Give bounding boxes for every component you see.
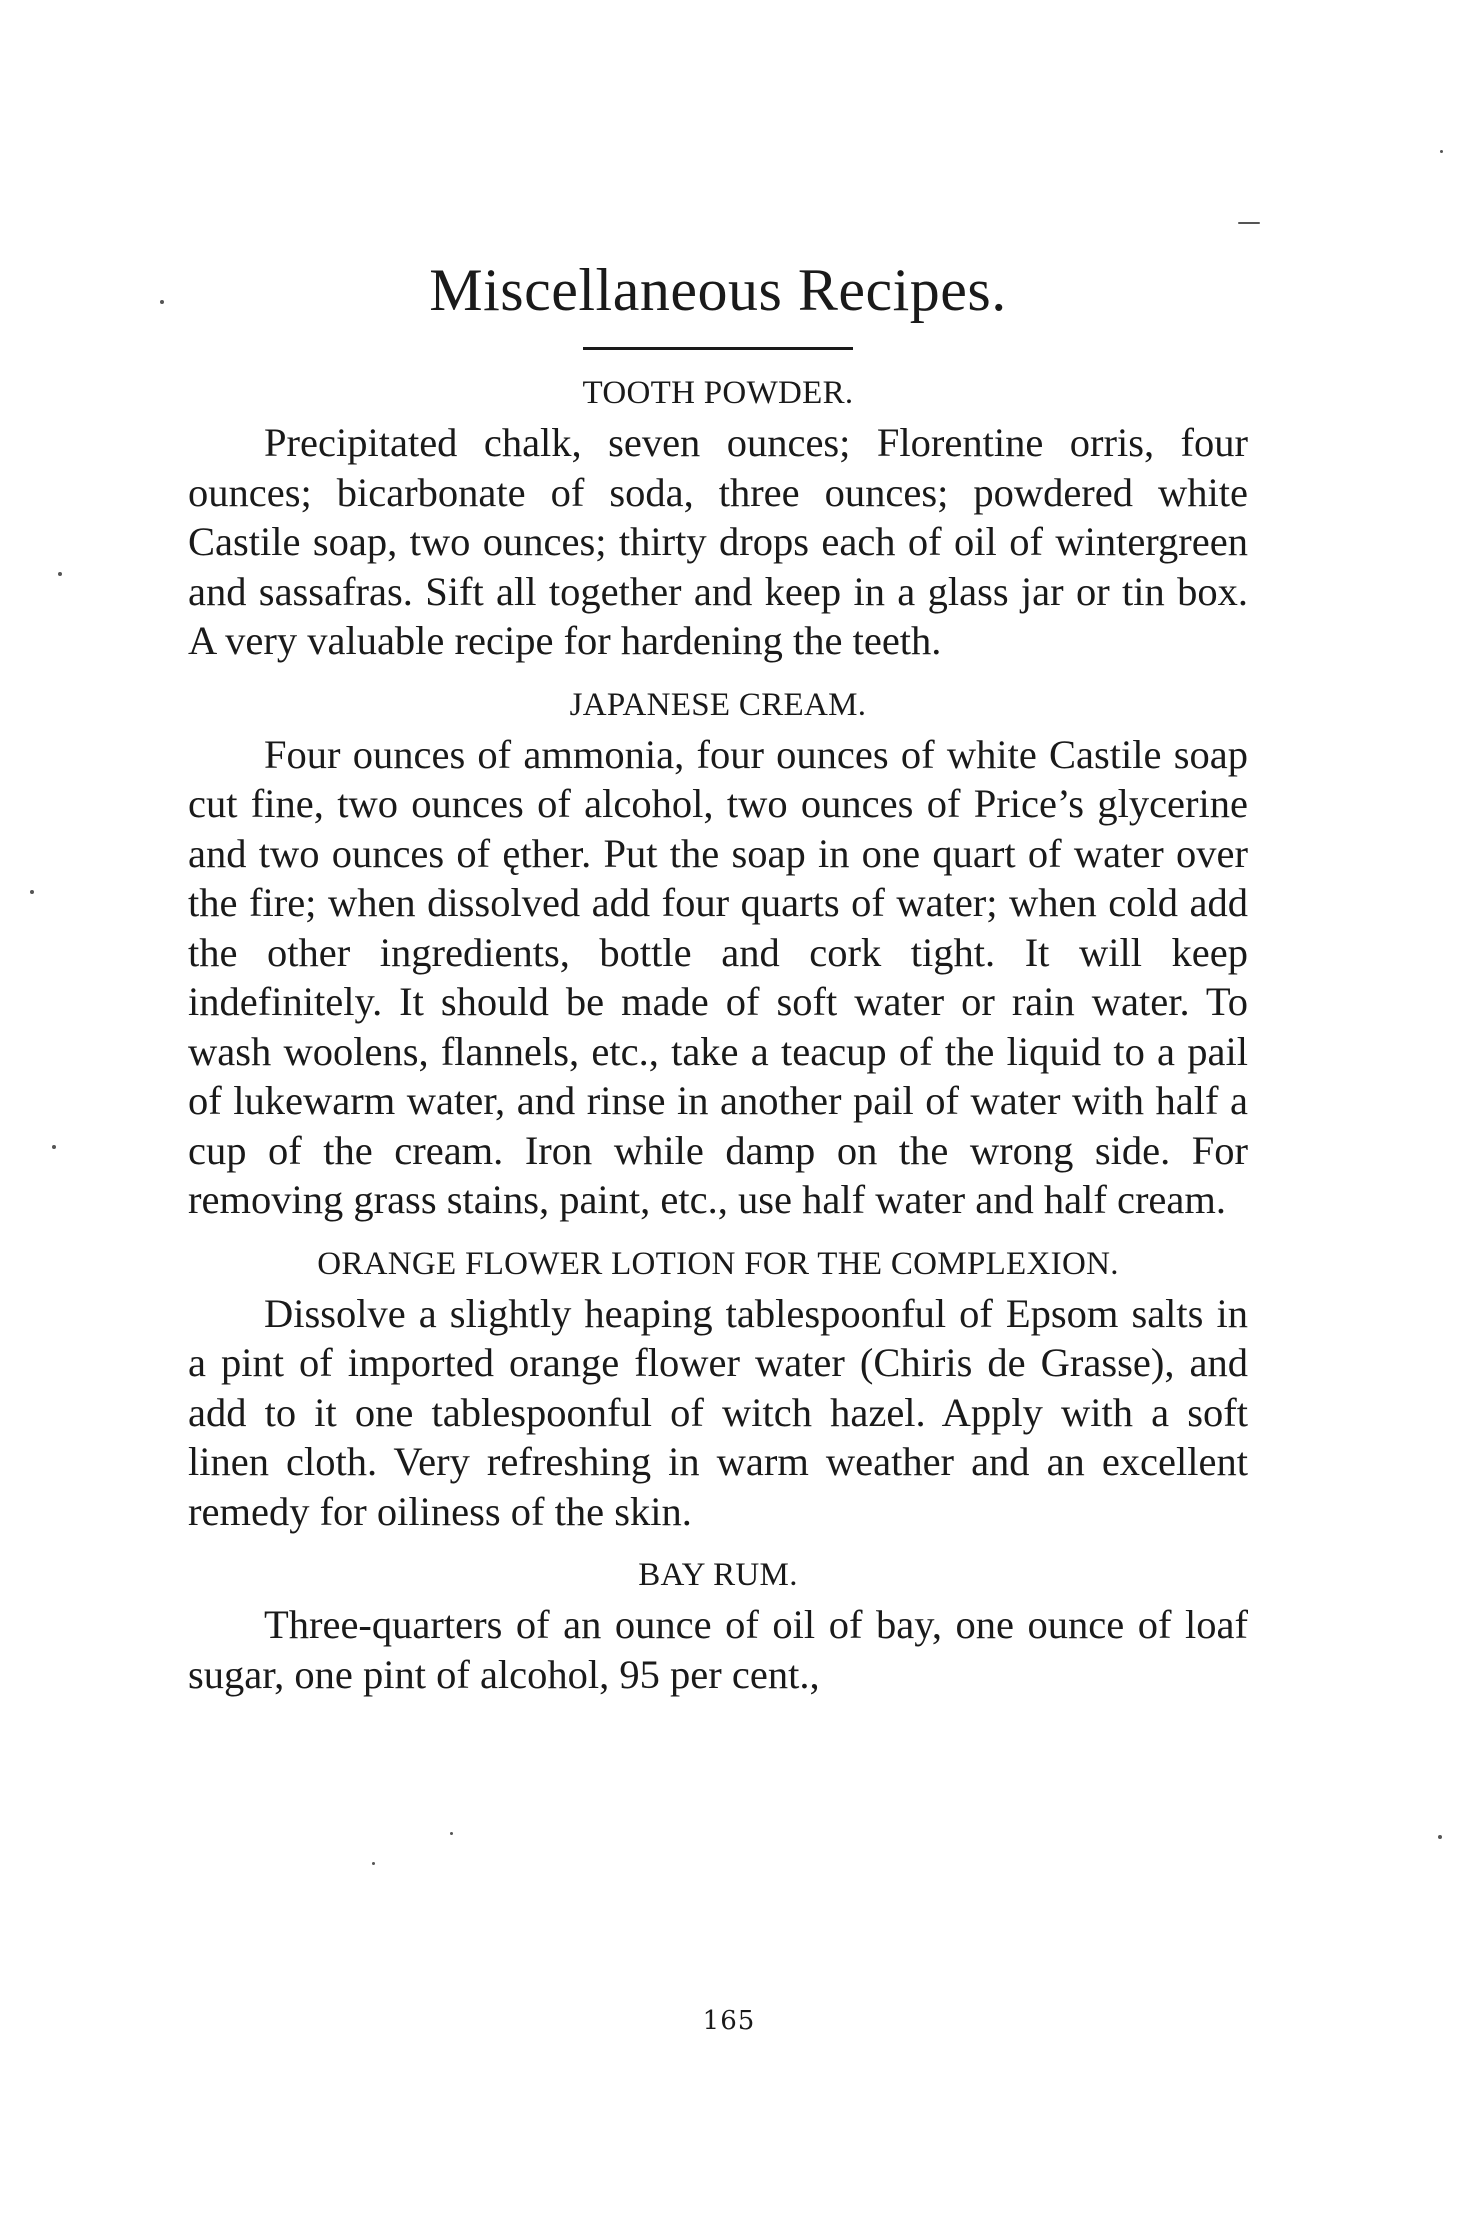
recipe-heading: TOOTH POWDER. (582, 375, 854, 411)
recipe-japanese-cream (188, 680, 1248, 1225)
recipe-bay-rum (188, 1550, 1248, 1699)
recipe-body: Dissolve a slightly heaping tablespoonful of Epsom salts in a pint of imported orange flower water (Chiris de Grasse), and add to it one tablespoonful of witch hazel. Apply with a soft linen cloth. Very refreshing in warm weather and an excellent remedy for oiliness of the skin. (188, 1290, 1248, 1534)
scan-speck (58, 572, 62, 576)
recipe-heading: ORANGE FLOWER LOTION FOR THE COMPLEXION. (317, 1245, 1119, 1282)
scan-speck (52, 1145, 56, 1149)
scan-speck (1238, 222, 1260, 224)
recipe-tooth-powder (188, 368, 1248, 666)
recipe-heading: BAY RUM. (638, 1557, 798, 1593)
page-content (188, 255, 1248, 1713)
recipe-body: Four ounces of ammonia, four ounces of white Castile soap cut fine, two ounces of alcohol, two ounces of Price’s glycerine and two ounces of ęther. Put the soap in one quart of water over the fire; when dissolved add four quarts of water; when cold add the other ingredients, bottle and cork tight. It will keep indefinitely. It should be made of soft water or rain water. To wash woolens, flannels, etc., take a teacup of the liquid to a pail of lukewarm water, and rinse in another pail of water with half a cup of the cream. Iron while damp on the wrong side. For removing grass stains, paint, etc., use half water and half cream. (188, 731, 1248, 1222)
recipe-heading: JAPANESE CREAM. (569, 686, 867, 723)
page-title: Miscellaneous Recipes. (429, 257, 1007, 323)
scan-speck (160, 300, 164, 304)
recipe-body: Precipitated chalk, seven ounces; Florentine orris, four ounces; bicarbonate of soda, three ounces; powdered white Castile soap, two ounces; thirty drops each of oil of wintergreen and sassafras. Sift all together and keep in a glass jar or tin box. A very valuable recipe for hardening the teeth. (188, 420, 1248, 663)
page-number: 165 (702, 2006, 756, 2036)
title-rule (583, 347, 853, 350)
scan-speck (1440, 150, 1443, 153)
scan-speck (450, 1832, 453, 1835)
scan-speck (30, 890, 34, 894)
scan-speck (372, 1862, 375, 1865)
recipe-body: Three-quarters of an ounce of oil of bay, one ounce of loaf sugar, one pint of alcohol, 95 per cent., (188, 1602, 1248, 1697)
recipe-orange-flower-lotion (188, 1239, 1248, 1537)
scan-speck (1438, 1835, 1442, 1839)
